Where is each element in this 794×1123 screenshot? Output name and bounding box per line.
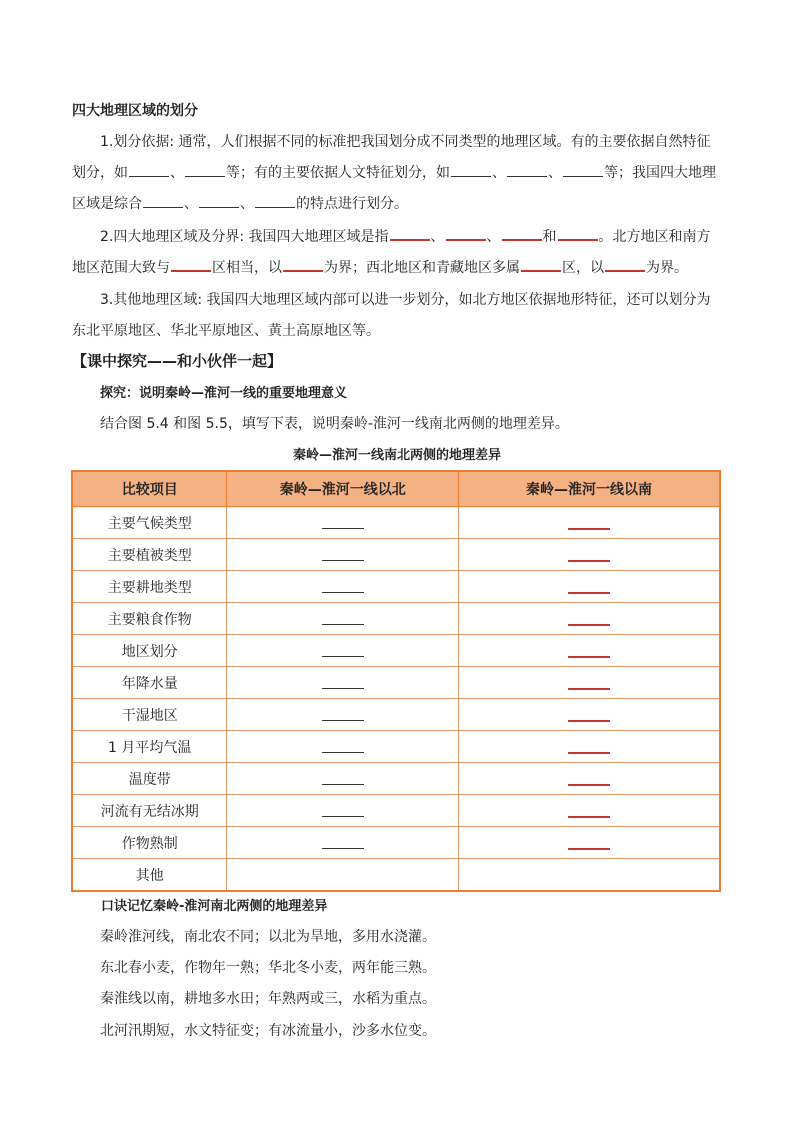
- south-answer-cell[interactable]: [459, 571, 721, 603]
- fill-blank[interactable]: [568, 672, 610, 690]
- fill-blank[interactable]: [568, 736, 610, 754]
- table-row: [72, 731, 720, 763]
- north-answer-cell[interactable]: [227, 667, 459, 699]
- row-label: 主要植被类型: [72, 539, 227, 571]
- north-answer-cell[interactable]: [227, 539, 459, 571]
- north-answer-cell[interactable]: [227, 763, 459, 795]
- north-answer-cell[interactable]: [227, 699, 459, 731]
- south-answer-cell[interactable]: [459, 795, 721, 827]
- fill-blank[interactable]: [568, 512, 610, 530]
- table-row: [72, 603, 720, 635]
- fill-blank[interactable]: [143, 193, 183, 208]
- fill-blank[interactable]: [322, 512, 364, 529]
- row-label: 作物熟制: [72, 827, 227, 859]
- header-north: 秦岭—淮河一线以北: [227, 471, 459, 507]
- south-answer-cell[interactable]: [459, 667, 721, 699]
- north-answer-cell[interactable]: [227, 859, 459, 892]
- section-title: 四大地理区域的划分: [72, 103, 198, 119]
- fill-blank[interactable]: [283, 256, 323, 272]
- table-row: [72, 539, 720, 571]
- north-answer-cell[interactable]: [227, 603, 459, 635]
- fill-blank[interactable]: [446, 225, 486, 241]
- row-label: 干湿地区: [72, 699, 227, 731]
- mnemonic-line: 东北春小麦，作物年一熟；华北冬小麦，两年能三熟。: [100, 960, 436, 976]
- south-answer-cell[interactable]: [459, 763, 721, 795]
- north-answer-cell[interactable]: [227, 827, 459, 859]
- mnemonic-title: 口诀记忆秦岭-淮河南北两侧的地理差异: [101, 899, 328, 914]
- north-answer-cell[interactable]: [227, 635, 459, 667]
- fill-blank[interactable]: [322, 608, 364, 625]
- fill-blank[interactable]: [605, 256, 645, 272]
- fill-blank[interactable]: [322, 704, 364, 721]
- fill-blank[interactable]: [199, 193, 239, 208]
- mnemonic-line: 北河汛期短，水文特征变；有冰流量小，沙多水位变。: [100, 1023, 436, 1039]
- south-answer-cell[interactable]: [459, 539, 721, 571]
- table-row: [72, 635, 720, 667]
- paragraph-basis: 1.划分依据: 通常，人们根据不同的标准把我国划分成不同类型的地理区域。有的主要依据自然特征划分，如 、 等；有的主要依据人文特征划分，如 、 、 等；我国四大地理区域是综合 、 、 的特点进行划分。: [72, 134, 716, 212]
- row-label: 主要气候类型: [72, 507, 227, 539]
- header-south: 秦岭—淮河一线以南: [459, 471, 721, 507]
- table-row: [72, 763, 720, 795]
- fill-blank[interactable]: [502, 225, 542, 241]
- south-answer-cell[interactable]: [459, 859, 721, 892]
- north-answer-cell[interactable]: [227, 507, 459, 539]
- row-label: 1 月平均气温: [72, 731, 227, 763]
- fill-blank[interactable]: [322, 544, 364, 561]
- table-row: [72, 667, 720, 699]
- fill-blank[interactable]: [171, 256, 211, 272]
- south-answer-cell[interactable]: [459, 635, 721, 667]
- table-row: [72, 827, 720, 859]
- fill-blank[interactable]: [322, 576, 364, 593]
- mnemonic-line: 秦岭淮河线，南北农不同；以北为旱地，多用水浇灌。: [100, 929, 436, 945]
- paragraph-other-regions: 3.其他地理区域: 我国四大地理区域内部可以进一步划分，如北方地区依据地形特征，还可以划分为东北平原地区、华北平原地区、黄土高原地区等。: [72, 292, 711, 339]
- fill-blank[interactable]: [568, 800, 610, 818]
- row-label: 年降水量: [72, 667, 227, 699]
- comparison-table: [71, 470, 721, 892]
- row-label: 其他: [72, 859, 227, 892]
- table-row: [72, 699, 720, 731]
- fill-blank[interactable]: [129, 162, 169, 177]
- fill-blank[interactable]: [451, 162, 491, 177]
- fill-blank[interactable]: [185, 162, 225, 177]
- fill-blank[interactable]: [322, 800, 364, 817]
- fill-blank[interactable]: [563, 162, 603, 177]
- fill-blank[interactable]: [558, 225, 598, 241]
- fill-blank[interactable]: [322, 736, 364, 753]
- fill-blank[interactable]: [568, 768, 610, 786]
- table-header-row: [72, 471, 720, 507]
- south-answer-cell[interactable]: [459, 699, 721, 731]
- south-answer-cell[interactable]: [459, 507, 721, 539]
- table-row: [72, 507, 720, 539]
- table-caption: 秦岭—淮河一线南北两侧的地理差异: [292, 448, 501, 463]
- fill-blank[interactable]: [568, 544, 610, 562]
- fill-blank[interactable]: [322, 672, 364, 689]
- north-answer-cell[interactable]: [227, 731, 459, 763]
- row-label: 主要粮食作物: [72, 603, 227, 635]
- fill-blank[interactable]: [568, 640, 610, 658]
- fill-blank[interactable]: [322, 640, 364, 657]
- fill-blank[interactable]: [322, 768, 364, 785]
- fill-blank[interactable]: [507, 162, 547, 177]
- north-answer-cell[interactable]: [227, 571, 459, 603]
- header-item: 比较项目: [72, 471, 227, 507]
- table-row: [72, 795, 720, 827]
- table-row: [72, 859, 720, 892]
- south-answer-cell[interactable]: [459, 827, 721, 859]
- fill-blank[interactable]: [322, 832, 364, 849]
- fill-blank[interactable]: [568, 832, 610, 850]
- row-label: 地区划分: [72, 635, 227, 667]
- row-label: 河流有无结冰期: [72, 795, 227, 827]
- explore-title: 探究：说明秦岭—淮河一线的重要地理意义: [100, 386, 348, 401]
- explore-instructions: 结合图 5.4 和图 5.5，填写下表，说明秦岭-淮河一线南北两侧的地理差异。: [100, 416, 569, 432]
- row-label: 主要耕地类型: [72, 571, 227, 603]
- class-heading: 【课中探究——和小伙伴一起】: [72, 352, 283, 370]
- north-answer-cell[interactable]: [227, 795, 459, 827]
- south-answer-cell[interactable]: [459, 603, 721, 635]
- table-row: [72, 571, 720, 603]
- fill-blank[interactable]: [521, 256, 561, 272]
- fill-blank[interactable]: [568, 704, 610, 722]
- table-body: [72, 507, 720, 892]
- paragraph-regions: 2.四大地理区域及分界: 我国四大地理区域是指 、 、 和 。北方地区和南方地区范围大致与 区相当，以 为界；西北地区和青藏地区多属 区，以 为界。: [72, 222, 724, 284]
- row-label: 温度带: [72, 763, 227, 795]
- south-answer-cell[interactable]: [459, 731, 721, 763]
- fill-blank[interactable]: [568, 608, 610, 626]
- mnemonic-line: 秦淮线以南，耕地多水田；年熟两或三，水稻为重点。: [100, 991, 436, 1007]
- fill-blank[interactable]: [568, 576, 610, 594]
- fill-blank[interactable]: [255, 193, 295, 208]
- fill-blank[interactable]: [390, 225, 430, 241]
